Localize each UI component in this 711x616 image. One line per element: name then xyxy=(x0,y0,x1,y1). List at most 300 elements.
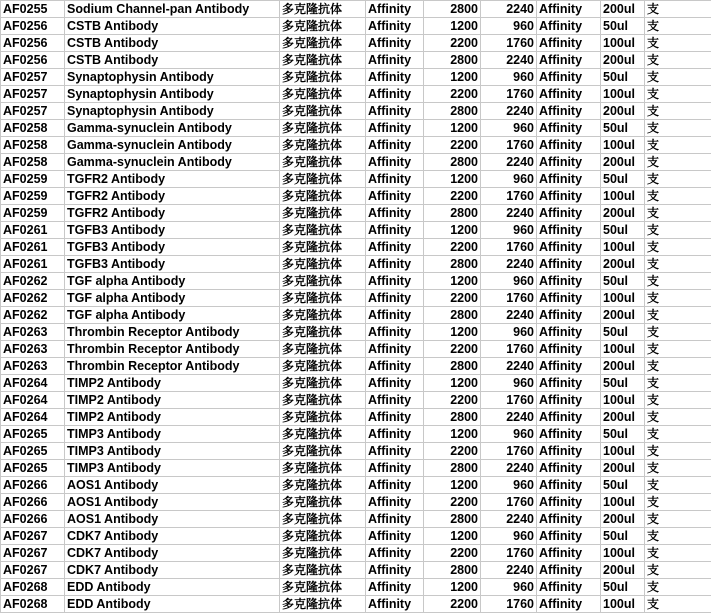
product-type-cell[interactable]: 多克隆抗体 xyxy=(280,426,366,443)
volume-cell[interactable]: 200ul xyxy=(601,307,645,324)
brand-cell[interactable]: Affinity xyxy=(366,341,424,358)
brand-cell[interactable]: Affinity xyxy=(366,358,424,375)
list-price-cell[interactable]: 1200 xyxy=(424,324,481,341)
product-name-cell[interactable]: CDK7 Antibody xyxy=(65,528,280,545)
supplier-cell[interactable]: Affinity xyxy=(537,511,601,528)
product-name-cell[interactable]: TIMP2 Antibody xyxy=(65,409,280,426)
brand-cell[interactable]: Affinity xyxy=(366,171,424,188)
unit-cell[interactable]: 支 xyxy=(645,375,711,392)
brand-cell[interactable]: Affinity xyxy=(366,290,424,307)
product-name-cell[interactable]: CSTB Antibody xyxy=(65,18,280,35)
list-price-cell[interactable]: 2200 xyxy=(424,86,481,103)
supplier-cell[interactable]: Affinity xyxy=(537,307,601,324)
unit-cell[interactable]: 支 xyxy=(645,426,711,443)
brand-cell[interactable]: Affinity xyxy=(366,18,424,35)
sale-price-cell[interactable]: 1760 xyxy=(481,494,537,511)
supplier-cell[interactable]: Affinity xyxy=(537,596,601,613)
brand-cell[interactable]: Affinity xyxy=(366,137,424,154)
unit-cell[interactable]: 支 xyxy=(645,341,711,358)
supplier-cell[interactable]: Affinity xyxy=(537,154,601,171)
catalog-number-cell[interactable]: AF0266 xyxy=(1,477,65,494)
product-name-cell[interactable]: Thrombin Receptor Antibody xyxy=(65,341,280,358)
unit-cell[interactable]: 支 xyxy=(645,545,711,562)
unit-cell[interactable]: 支 xyxy=(645,477,711,494)
sale-price-cell[interactable]: 2240 xyxy=(481,154,537,171)
supplier-cell[interactable]: Affinity xyxy=(537,52,601,69)
volume-cell[interactable]: 100ul xyxy=(601,137,645,154)
volume-cell[interactable]: 200ul xyxy=(601,1,645,18)
product-name-cell[interactable]: TGFR2 Antibody xyxy=(65,188,280,205)
supplier-cell[interactable]: Affinity xyxy=(537,443,601,460)
product-type-cell[interactable]: 多克隆抗体 xyxy=(280,52,366,69)
volume-cell[interactable]: 50ul xyxy=(601,120,645,137)
list-price-cell[interactable]: 1200 xyxy=(424,222,481,239)
product-name-cell[interactable]: CDK7 Antibody xyxy=(65,545,280,562)
volume-cell[interactable]: 100ul xyxy=(601,188,645,205)
supplier-cell[interactable]: Affinity xyxy=(537,205,601,222)
catalog-number-cell[interactable]: AF0257 xyxy=(1,69,65,86)
supplier-cell[interactable]: Affinity xyxy=(537,171,601,188)
catalog-number-cell[interactable]: AF0259 xyxy=(1,171,65,188)
product-name-cell[interactable]: TGFB3 Antibody xyxy=(65,256,280,273)
product-type-cell[interactable]: 多克隆抗体 xyxy=(280,545,366,562)
volume-cell[interactable]: 100ul xyxy=(601,545,645,562)
product-type-cell[interactable]: 多克隆抗体 xyxy=(280,579,366,596)
sale-price-cell[interactable]: 960 xyxy=(481,579,537,596)
brand-cell[interactable]: Affinity xyxy=(366,205,424,222)
list-price-cell[interactable]: 2200 xyxy=(424,188,481,205)
volume-cell[interactable]: 200ul xyxy=(601,103,645,120)
volume-cell[interactable]: 100ul xyxy=(601,443,645,460)
product-name-cell[interactable]: Sodium Channel-pan Antibody xyxy=(65,1,280,18)
brand-cell[interactable]: Affinity xyxy=(366,545,424,562)
list-price-cell[interactable]: 2800 xyxy=(424,409,481,426)
brand-cell[interactable]: Affinity xyxy=(366,460,424,477)
supplier-cell[interactable]: Affinity xyxy=(537,137,601,154)
sale-price-cell[interactable]: 2240 xyxy=(481,562,537,579)
sale-price-cell[interactable]: 960 xyxy=(481,69,537,86)
catalog-number-cell[interactable]: AF0256 xyxy=(1,52,65,69)
product-name-cell[interactable]: AOS1 Antibody xyxy=(65,511,280,528)
brand-cell[interactable]: Affinity xyxy=(366,562,424,579)
list-price-cell[interactable]: 2800 xyxy=(424,511,481,528)
product-type-cell[interactable]: 多克隆抗体 xyxy=(280,494,366,511)
catalog-number-cell[interactable]: AF0256 xyxy=(1,18,65,35)
catalog-number-cell[interactable]: AF0263 xyxy=(1,324,65,341)
brand-cell[interactable]: Affinity xyxy=(366,103,424,120)
brand-cell[interactable]: Affinity xyxy=(366,188,424,205)
list-price-cell[interactable]: 1200 xyxy=(424,69,481,86)
supplier-cell[interactable]: Affinity xyxy=(537,409,601,426)
catalog-number-cell[interactable]: AF0255 xyxy=(1,1,65,18)
list-price-cell[interactable]: 2200 xyxy=(424,443,481,460)
unit-cell[interactable]: 支 xyxy=(645,69,711,86)
catalog-number-cell[interactable]: AF0263 xyxy=(1,341,65,358)
catalog-number-cell[interactable]: AF0268 xyxy=(1,579,65,596)
catalog-number-cell[interactable]: AF0262 xyxy=(1,307,65,324)
unit-cell[interactable]: 支 xyxy=(645,239,711,256)
sale-price-cell[interactable]: 960 xyxy=(481,477,537,494)
list-price-cell[interactable]: 2800 xyxy=(424,460,481,477)
sale-price-cell[interactable]: 2240 xyxy=(481,1,537,18)
product-name-cell[interactable]: Gamma-synuclein Antibody xyxy=(65,154,280,171)
brand-cell[interactable]: Affinity xyxy=(366,222,424,239)
catalog-number-cell[interactable]: AF0261 xyxy=(1,256,65,273)
sale-price-cell[interactable]: 1760 xyxy=(481,86,537,103)
catalog-number-cell[interactable]: AF0257 xyxy=(1,103,65,120)
sale-price-cell[interactable]: 960 xyxy=(481,120,537,137)
brand-cell[interactable]: Affinity xyxy=(366,579,424,596)
sale-price-cell[interactable]: 2240 xyxy=(481,307,537,324)
list-price-cell[interactable]: 2800 xyxy=(424,307,481,324)
unit-cell[interactable]: 支 xyxy=(645,528,711,545)
supplier-cell[interactable]: Affinity xyxy=(537,375,601,392)
list-price-cell[interactable]: 2800 xyxy=(424,154,481,171)
supplier-cell[interactable]: Affinity xyxy=(537,358,601,375)
product-type-cell[interactable]: 多克隆抗体 xyxy=(280,69,366,86)
product-type-cell[interactable]: 多克隆抗体 xyxy=(280,460,366,477)
sale-price-cell[interactable]: 1760 xyxy=(481,596,537,613)
list-price-cell[interactable]: 1200 xyxy=(424,120,481,137)
unit-cell[interactable]: 支 xyxy=(645,307,711,324)
supplier-cell[interactable]: Affinity xyxy=(537,494,601,511)
product-name-cell[interactable]: AOS1 Antibody xyxy=(65,477,280,494)
list-price-cell[interactable]: 2200 xyxy=(424,35,481,52)
product-type-cell[interactable]: 多克隆抗体 xyxy=(280,239,366,256)
list-price-cell[interactable]: 1200 xyxy=(424,579,481,596)
product-type-cell[interactable]: 多克隆抗体 xyxy=(280,18,366,35)
brand-cell[interactable]: Affinity xyxy=(366,86,424,103)
product-type-cell[interactable]: 多克隆抗体 xyxy=(280,307,366,324)
list-price-cell[interactable]: 2800 xyxy=(424,256,481,273)
unit-cell[interactable]: 支 xyxy=(645,358,711,375)
product-name-cell[interactable]: AOS1 Antibody xyxy=(65,494,280,511)
product-type-cell[interactable]: 多克隆抗体 xyxy=(280,86,366,103)
product-name-cell[interactable]: Synaptophysin Antibody xyxy=(65,103,280,120)
sale-price-cell[interactable]: 1760 xyxy=(481,290,537,307)
unit-cell[interactable]: 支 xyxy=(645,137,711,154)
sale-price-cell[interactable]: 2240 xyxy=(481,511,537,528)
product-type-cell[interactable]: 多克隆抗体 xyxy=(280,341,366,358)
product-name-cell[interactable]: TGF alpha Antibody xyxy=(65,307,280,324)
volume-cell[interactable]: 50ul xyxy=(601,18,645,35)
sale-price-cell[interactable]: 960 xyxy=(481,324,537,341)
volume-cell[interactable]: 50ul xyxy=(601,477,645,494)
sale-price-cell[interactable]: 2240 xyxy=(481,205,537,222)
volume-cell[interactable]: 50ul xyxy=(601,171,645,188)
supplier-cell[interactable]: Affinity xyxy=(537,290,601,307)
unit-cell[interactable]: 支 xyxy=(645,1,711,18)
sale-price-cell[interactable]: 2240 xyxy=(481,256,537,273)
catalog-number-cell[interactable]: AF0265 xyxy=(1,460,65,477)
brand-cell[interactable]: Affinity xyxy=(366,528,424,545)
volume-cell[interactable]: 200ul xyxy=(601,409,645,426)
product-name-cell[interactable]: CDK7 Antibody xyxy=(65,562,280,579)
supplier-cell[interactable]: Affinity xyxy=(537,86,601,103)
list-price-cell[interactable]: 1200 xyxy=(424,273,481,290)
product-type-cell[interactable]: 多克隆抗体 xyxy=(280,35,366,52)
catalog-number-cell[interactable]: AF0266 xyxy=(1,494,65,511)
list-price-cell[interactable]: 2200 xyxy=(424,341,481,358)
product-name-cell[interactable]: TIMP3 Antibody xyxy=(65,443,280,460)
brand-cell[interactable]: Affinity xyxy=(366,477,424,494)
brand-cell[interactable]: Affinity xyxy=(366,409,424,426)
product-name-cell[interactable]: EDD Antibody xyxy=(65,579,280,596)
unit-cell[interactable]: 支 xyxy=(645,460,711,477)
product-name-cell[interactable]: Synaptophysin Antibody xyxy=(65,69,280,86)
product-type-cell[interactable]: 多克隆抗体 xyxy=(280,120,366,137)
unit-cell[interactable]: 支 xyxy=(645,443,711,460)
unit-cell[interactable]: 支 xyxy=(645,392,711,409)
supplier-cell[interactable]: Affinity xyxy=(537,188,601,205)
unit-cell[interactable]: 支 xyxy=(645,596,711,613)
sale-price-cell[interactable]: 1760 xyxy=(481,443,537,460)
brand-cell[interactable]: Affinity xyxy=(366,375,424,392)
product-type-cell[interactable]: 多克隆抗体 xyxy=(280,596,366,613)
brand-cell[interactable]: Affinity xyxy=(366,69,424,86)
brand-cell[interactable]: Affinity xyxy=(366,307,424,324)
catalog-number-cell[interactable]: AF0264 xyxy=(1,409,65,426)
product-name-cell[interactable]: TIMP2 Antibody xyxy=(65,375,280,392)
catalog-number-cell[interactable]: AF0264 xyxy=(1,375,65,392)
list-price-cell[interactable]: 2800 xyxy=(424,103,481,120)
unit-cell[interactable]: 支 xyxy=(645,511,711,528)
unit-cell[interactable]: 支 xyxy=(645,35,711,52)
list-price-cell[interactable]: 2200 xyxy=(424,290,481,307)
sale-price-cell[interactable]: 960 xyxy=(481,528,537,545)
product-name-cell[interactable]: CSTB Antibody xyxy=(65,52,280,69)
sale-price-cell[interactable]: 1760 xyxy=(481,239,537,256)
product-name-cell[interactable]: TGFB3 Antibody xyxy=(65,222,280,239)
brand-cell[interactable]: Affinity xyxy=(366,273,424,290)
product-type-cell[interactable]: 多克隆抗体 xyxy=(280,256,366,273)
volume-cell[interactable]: 50ul xyxy=(601,324,645,341)
brand-cell[interactable]: Affinity xyxy=(366,52,424,69)
list-price-cell[interactable]: 1200 xyxy=(424,477,481,494)
supplier-cell[interactable]: Affinity xyxy=(537,69,601,86)
brand-cell[interactable]: Affinity xyxy=(366,120,424,137)
product-name-cell[interactable]: Synaptophysin Antibody xyxy=(65,86,280,103)
unit-cell[interactable]: 支 xyxy=(645,256,711,273)
supplier-cell[interactable]: Affinity xyxy=(537,341,601,358)
volume-cell[interactable]: 200ul xyxy=(601,256,645,273)
list-price-cell[interactable]: 2200 xyxy=(424,392,481,409)
product-name-cell[interactable]: EDD Antibody xyxy=(65,596,280,613)
sale-price-cell[interactable]: 2240 xyxy=(481,52,537,69)
product-type-cell[interactable]: 多克隆抗体 xyxy=(280,222,366,239)
volume-cell[interactable]: 200ul xyxy=(601,154,645,171)
catalog-number-cell[interactable]: AF0263 xyxy=(1,358,65,375)
supplier-cell[interactable]: Affinity xyxy=(537,18,601,35)
volume-cell[interactable]: 100ul xyxy=(601,494,645,511)
product-name-cell[interactable]: TGFB3 Antibody xyxy=(65,239,280,256)
sale-price-cell[interactable]: 960 xyxy=(481,426,537,443)
sale-price-cell[interactable]: 2240 xyxy=(481,103,537,120)
volume-cell[interactable]: 50ul xyxy=(601,375,645,392)
supplier-cell[interactable]: Affinity xyxy=(537,35,601,52)
product-type-cell[interactable]: 多克隆抗体 xyxy=(280,511,366,528)
catalog-number-cell[interactable]: AF0265 xyxy=(1,443,65,460)
list-price-cell[interactable]: 2200 xyxy=(424,494,481,511)
volume-cell[interactable]: 100ul xyxy=(601,596,645,613)
sale-price-cell[interactable]: 960 xyxy=(481,222,537,239)
catalog-number-cell[interactable]: AF0261 xyxy=(1,239,65,256)
brand-cell[interactable]: Affinity xyxy=(366,1,424,18)
volume-cell[interactable]: 100ul xyxy=(601,290,645,307)
product-type-cell[interactable]: 多克隆抗体 xyxy=(280,358,366,375)
catalog-number-cell[interactable]: AF0261 xyxy=(1,222,65,239)
brand-cell[interactable]: Affinity xyxy=(366,324,424,341)
unit-cell[interactable]: 支 xyxy=(645,290,711,307)
catalog-number-cell[interactable]: AF0258 xyxy=(1,137,65,154)
catalog-number-cell[interactable]: AF0266 xyxy=(1,511,65,528)
catalog-number-cell[interactable]: AF0259 xyxy=(1,188,65,205)
product-type-cell[interactable]: 多克隆抗体 xyxy=(280,137,366,154)
brand-cell[interactable]: Affinity xyxy=(366,596,424,613)
catalog-number-cell[interactable]: AF0267 xyxy=(1,545,65,562)
product-type-cell[interactable]: 多克隆抗体 xyxy=(280,188,366,205)
supplier-cell[interactable]: Affinity xyxy=(537,460,601,477)
list-price-cell[interactable]: 2800 xyxy=(424,358,481,375)
sale-price-cell[interactable]: 960 xyxy=(481,171,537,188)
unit-cell[interactable]: 支 xyxy=(645,579,711,596)
product-type-cell[interactable]: 多克隆抗体 xyxy=(280,528,366,545)
sale-price-cell[interactable]: 1760 xyxy=(481,545,537,562)
unit-cell[interactable]: 支 xyxy=(645,188,711,205)
unit-cell[interactable]: 支 xyxy=(645,18,711,35)
unit-cell[interactable]: 支 xyxy=(645,154,711,171)
unit-cell[interactable]: 支 xyxy=(645,324,711,341)
product-name-cell[interactable]: TIMP3 Antibody xyxy=(65,460,280,477)
catalog-number-cell[interactable]: AF0264 xyxy=(1,392,65,409)
product-name-cell[interactable]: TIMP2 Antibody xyxy=(65,392,280,409)
product-name-cell[interactable]: TGFR2 Antibody xyxy=(65,205,280,222)
list-price-cell[interactable]: 2800 xyxy=(424,1,481,18)
product-type-cell[interactable]: 多克隆抗体 xyxy=(280,392,366,409)
sale-price-cell[interactable]: 960 xyxy=(481,18,537,35)
unit-cell[interactable]: 支 xyxy=(645,120,711,137)
supplier-cell[interactable]: Affinity xyxy=(537,562,601,579)
volume-cell[interactable]: 200ul xyxy=(601,205,645,222)
list-price-cell[interactable]: 2200 xyxy=(424,545,481,562)
supplier-cell[interactable]: Affinity xyxy=(537,222,601,239)
product-type-cell[interactable]: 多克隆抗体 xyxy=(280,273,366,290)
product-type-cell[interactable]: 多克隆抗体 xyxy=(280,375,366,392)
brand-cell[interactable]: Affinity xyxy=(366,239,424,256)
unit-cell[interactable]: 支 xyxy=(645,562,711,579)
supplier-cell[interactable]: Affinity xyxy=(537,579,601,596)
unit-cell[interactable]: 支 xyxy=(645,52,711,69)
product-type-cell[interactable]: 多克隆抗体 xyxy=(280,290,366,307)
list-price-cell[interactable]: 2800 xyxy=(424,52,481,69)
catalog-number-cell[interactable]: AF0258 xyxy=(1,120,65,137)
brand-cell[interactable]: Affinity xyxy=(366,35,424,52)
sale-price-cell[interactable]: 2240 xyxy=(481,358,537,375)
sale-price-cell[interactable]: 960 xyxy=(481,375,537,392)
product-type-cell[interactable]: 多克隆抗体 xyxy=(280,443,366,460)
product-name-cell[interactable]: TGFR2 Antibody xyxy=(65,171,280,188)
sale-price-cell[interactable]: 960 xyxy=(481,273,537,290)
list-price-cell[interactable]: 1200 xyxy=(424,171,481,188)
list-price-cell[interactable]: 2200 xyxy=(424,596,481,613)
list-price-cell[interactable]: 2800 xyxy=(424,205,481,222)
volume-cell[interactable]: 50ul xyxy=(601,273,645,290)
product-type-cell[interactable]: 多克隆抗体 xyxy=(280,324,366,341)
volume-cell[interactable]: 100ul xyxy=(601,86,645,103)
product-name-cell[interactable]: Thrombin Receptor Antibody xyxy=(65,358,280,375)
unit-cell[interactable]: 支 xyxy=(645,409,711,426)
sale-price-cell[interactable]: 1760 xyxy=(481,188,537,205)
sale-price-cell[interactable]: 2240 xyxy=(481,409,537,426)
supplier-cell[interactable]: Affinity xyxy=(537,239,601,256)
list-price-cell[interactable]: 1200 xyxy=(424,426,481,443)
volume-cell[interactable]: 50ul xyxy=(601,69,645,86)
catalog-number-cell[interactable]: AF0257 xyxy=(1,86,65,103)
volume-cell[interactable]: 200ul xyxy=(601,511,645,528)
product-type-cell[interactable]: 多克隆抗体 xyxy=(280,477,366,494)
supplier-cell[interactable]: Affinity xyxy=(537,545,601,562)
unit-cell[interactable]: 支 xyxy=(645,273,711,290)
sale-price-cell[interactable]: 1760 xyxy=(481,341,537,358)
supplier-cell[interactable]: Affinity xyxy=(537,120,601,137)
supplier-cell[interactable]: Affinity xyxy=(537,528,601,545)
list-price-cell[interactable]: 1200 xyxy=(424,18,481,35)
brand-cell[interactable]: Affinity xyxy=(366,426,424,443)
volume-cell[interactable]: 200ul xyxy=(601,358,645,375)
list-price-cell[interactable]: 2800 xyxy=(424,562,481,579)
supplier-cell[interactable]: Affinity xyxy=(537,426,601,443)
brand-cell[interactable]: Affinity xyxy=(366,443,424,460)
product-type-cell[interactable]: 多克隆抗体 xyxy=(280,154,366,171)
brand-cell[interactable]: Affinity xyxy=(366,494,424,511)
brand-cell[interactable]: Affinity xyxy=(366,392,424,409)
supplier-cell[interactable]: Affinity xyxy=(537,103,601,120)
catalog-number-cell[interactable]: AF0262 xyxy=(1,273,65,290)
catalog-number-cell[interactable]: AF0259 xyxy=(1,205,65,222)
supplier-cell[interactable]: Affinity xyxy=(537,477,601,494)
product-name-cell[interactable]: TGF alpha Antibody xyxy=(65,273,280,290)
volume-cell[interactable]: 200ul xyxy=(601,460,645,477)
list-price-cell[interactable]: 2200 xyxy=(424,239,481,256)
volume-cell[interactable]: 50ul xyxy=(601,579,645,596)
product-name-cell[interactable]: Gamma-synuclein Antibody xyxy=(65,120,280,137)
supplier-cell[interactable]: Affinity xyxy=(537,273,601,290)
list-price-cell[interactable]: 2200 xyxy=(424,137,481,154)
sale-price-cell[interactable]: 1760 xyxy=(481,392,537,409)
product-name-cell[interactable]: TGF alpha Antibody xyxy=(65,290,280,307)
unit-cell[interactable]: 支 xyxy=(645,171,711,188)
product-name-cell[interactable]: Gamma-synuclein Antibody xyxy=(65,137,280,154)
unit-cell[interactable]: 支 xyxy=(645,103,711,120)
brand-cell[interactable]: Affinity xyxy=(366,154,424,171)
unit-cell[interactable]: 支 xyxy=(645,205,711,222)
volume-cell[interactable]: 50ul xyxy=(601,528,645,545)
unit-cell[interactable]: 支 xyxy=(645,86,711,103)
volume-cell[interactable]: 50ul xyxy=(601,426,645,443)
supplier-cell[interactable]: Affinity xyxy=(537,324,601,341)
catalog-number-cell[interactable]: AF0262 xyxy=(1,290,65,307)
product-type-cell[interactable]: 多克隆抗体 xyxy=(280,409,366,426)
product-type-cell[interactable]: 多克隆抗体 xyxy=(280,562,366,579)
list-price-cell[interactable]: 1200 xyxy=(424,375,481,392)
brand-cell[interactable]: Affinity xyxy=(366,256,424,273)
unit-cell[interactable]: 支 xyxy=(645,222,711,239)
product-type-cell[interactable]: 多克隆抗体 xyxy=(280,1,366,18)
catalog-number-cell[interactable]: AF0267 xyxy=(1,528,65,545)
brand-cell[interactable]: Affinity xyxy=(366,511,424,528)
sale-price-cell[interactable]: 2240 xyxy=(481,460,537,477)
product-name-cell[interactable]: CSTB Antibody xyxy=(65,35,280,52)
